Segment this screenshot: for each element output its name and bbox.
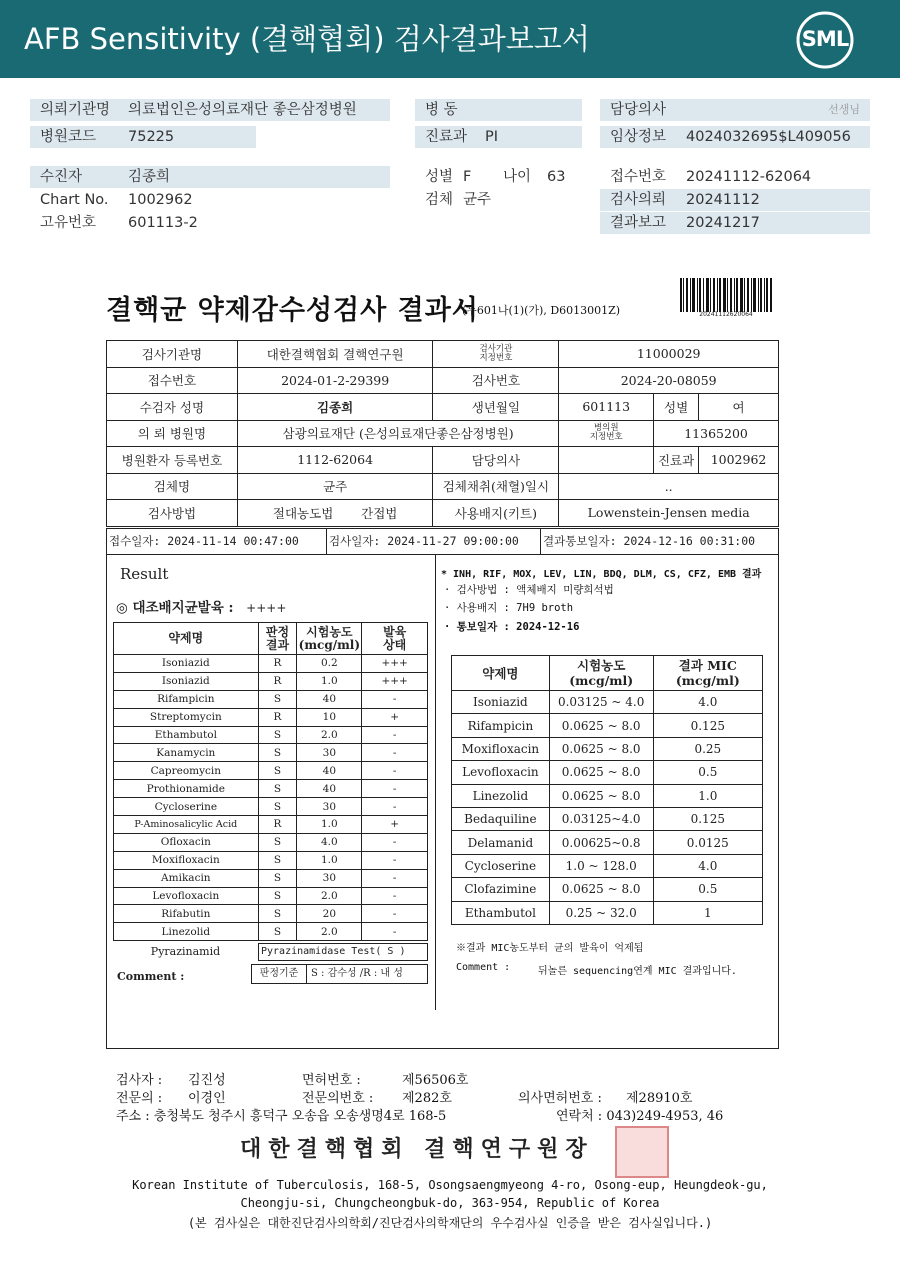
table-cell: - (362, 744, 428, 762)
table-cell: - (362, 905, 428, 923)
cell-label: 성별 (654, 394, 699, 421)
table-cell: S (258, 923, 297, 941)
table-cell: 0.0625 ~ 8.0 (549, 737, 653, 760)
table-cell: Linezolid (452, 784, 550, 807)
col-header: 판정 결과 (258, 623, 297, 655)
table-cell: 1.0 (297, 851, 362, 869)
table-row (114, 869, 428, 887)
table-row (452, 807, 763, 830)
table-cell: 0.5 (653, 878, 762, 901)
table-row (452, 761, 763, 784)
table-cell: Isoniazid (114, 672, 259, 690)
table-row (114, 708, 428, 726)
table-row (452, 784, 763, 807)
table-cell: 30 (297, 798, 362, 816)
table-row (452, 714, 763, 737)
result-comment-label: Comment : (117, 970, 185, 983)
cell-value: 여 (699, 394, 779, 421)
info-label: 임상정보 (610, 129, 667, 145)
table-cell: 1 (653, 901, 762, 924)
table-cell: 4.0 (653, 691, 762, 714)
sex-label: 성별 (425, 169, 454, 185)
cell-label: 사용배지(키트) (433, 500, 559, 527)
table-cell: R (258, 708, 297, 726)
cell-value: 균주 (237, 473, 433, 500)
method-2: 간접법 (361, 505, 398, 521)
table-cell: 0.0625 ~ 8.0 (549, 878, 653, 901)
table-cell: Bedaquiline (452, 807, 550, 830)
mic-comment-label: Comment : (456, 962, 511, 973)
criteria-box (251, 964, 428, 984)
cell-label: 생년월일 (433, 394, 559, 421)
info-label: 병원코드 (40, 129, 97, 145)
col-header: 시험농도 (mcg/ml) (549, 656, 653, 691)
info-doctor (600, 99, 870, 121)
info-ward (415, 99, 582, 121)
sensitivity-table (113, 622, 428, 941)
table-cell: - (362, 762, 428, 780)
report-info-table (106, 340, 779, 527)
info-label: 접수번호 (610, 169, 667, 185)
cell-label: 병원환자 등록번호 (107, 447, 238, 474)
info-unique (30, 212, 390, 234)
table-cell: 40 (297, 780, 362, 798)
table-cell: Streptomycin (114, 708, 259, 726)
table-row (114, 744, 428, 762)
table-cell: - (362, 690, 428, 708)
table-cell: S (258, 798, 297, 816)
table-cell: 2.0 (297, 923, 362, 941)
table-cell: Ethambutol (114, 726, 259, 744)
info-label: 결과보고 (610, 215, 667, 231)
cell-label: 검사기관명 (107, 341, 238, 368)
growth-value: ++++ (246, 601, 287, 615)
address-en-line1: Korean Institute of Tuberculosis, 168-5, Osongsaengmyeong 4-ro, Osong-eup, Heungdeok-gu, (132, 1178, 768, 1192)
official-seal-icon (615, 1126, 669, 1178)
cell-value: 김종희 (237, 394, 433, 421)
table-cell: R (258, 816, 297, 834)
cell-value: 삼광의료재단 (은성의료재단좋은삼정병원) (237, 420, 559, 447)
test-date: 검사일자: 2024-11-27 09:00:00 (327, 529, 541, 554)
cell-label: 검체명 (107, 473, 238, 500)
table-cell: Kanamycin (114, 744, 259, 762)
table-cell: 0.125 (653, 714, 762, 737)
table-cell: + (362, 708, 428, 726)
table-cell: S (258, 851, 297, 869)
spec-no-label: 전문의번호 : (302, 1091, 374, 1106)
table-cell: - (362, 726, 428, 744)
certification-note: (본 검사실은 대한진단검사의학회/진단검사의학재단의 우수검사실 인증을 받은 검사실입니다.) (187, 1216, 713, 1230)
info-label: 의뢰기관명 (40, 102, 111, 118)
table-cell: 0.03125 ~ 4.0 (549, 691, 653, 714)
table-row (114, 816, 428, 834)
table-cell: S (258, 833, 297, 851)
table-cell: Amikacin (114, 869, 259, 887)
table-cell: Levofloxacin (452, 761, 550, 784)
table-cell: S (258, 690, 297, 708)
table-cell: 2.0 (297, 887, 362, 905)
info-hospital-code (30, 126, 256, 148)
table-cell: +++ (362, 655, 428, 673)
info-value: 1002962 (128, 192, 193, 208)
table-cell: Ofloxacin (114, 833, 259, 851)
table-cell: 0.25 (653, 737, 762, 760)
criteria-label: 판정기준 (251, 964, 307, 984)
pyrazinamide-result: Pyrazinamidase Test( S ) (258, 943, 428, 961)
method-1: 절대농도법 (272, 505, 334, 521)
table-cell: 4.0 (653, 854, 762, 877)
pyrazinamide-label: Pyrazinamid (150, 945, 221, 958)
table-cell: 0.03125~4.0 (549, 807, 653, 830)
table-row (114, 655, 428, 673)
table-cell: - (362, 923, 428, 941)
table-cell: 1.0 (297, 816, 362, 834)
table-cell: 0.125 (653, 807, 762, 830)
cell-value (237, 500, 433, 527)
institute-name: 대한결핵협회 결핵연구원장 (240, 1136, 594, 1162)
table-cell: Rifabutin (114, 905, 259, 923)
table-row (452, 901, 763, 924)
table-cell: 4.0 (297, 833, 362, 851)
table-cell: P-Aminosalicylic Acid (114, 816, 259, 834)
table-cell: Cycloserine (114, 798, 259, 816)
table-cell: S (258, 762, 297, 780)
table-cell: 0.0125 (653, 831, 762, 854)
specialist-label: 전문의 : (116, 1091, 163, 1106)
doctor-suffix: 선생님 (828, 103, 860, 116)
table-row (114, 905, 428, 923)
info-label: 담당의사 (610, 102, 667, 118)
table-row (114, 726, 428, 744)
info-label: 병 동 (425, 102, 458, 118)
info-value: 김종희 (128, 169, 171, 185)
table-row (114, 798, 428, 816)
license-label: 면허번호 : (302, 1073, 361, 1088)
table-cell: Cycloserine (452, 854, 550, 877)
cell-label: 의 뢰 병원명 (107, 420, 238, 447)
table-cell: 10 (297, 708, 362, 726)
info-value: 균주 (463, 192, 492, 208)
tester-name: 김진성 (188, 1073, 226, 1088)
table-cell: 0.00625~0.8 (549, 831, 653, 854)
cell-value: .. (559, 473, 779, 500)
pyrazinamide-row (113, 943, 428, 961)
cell-label: 병의원 지정번호 (559, 420, 654, 447)
info-value: 20241217 (686, 215, 760, 231)
barcode-image (680, 278, 772, 312)
table-row (114, 851, 428, 869)
report-title: 결핵균 약제감수성검사 결과서 (106, 295, 479, 326)
table-cell: - (362, 833, 428, 851)
cell-label: 검사기관 지정번호 (433, 341, 559, 368)
mic-note: ※결과 MIC농도부터 균의 발육이 억제됨 (456, 943, 644, 954)
table-cell: +++ (362, 672, 428, 690)
cell-value: 2024-20-08059 (559, 367, 779, 394)
col-header: 약제명 (114, 623, 259, 655)
table-cell: Levofloxacin (114, 887, 259, 905)
mic-header-line: * INH, RIF, MOX, LEV, LIN, BDQ, DLM, CS, CFZ, EMB 결과 (441, 569, 762, 580)
barcode-text: 20241112620064 (699, 311, 753, 318)
table-row (452, 878, 763, 901)
table-cell: 2.0 (297, 726, 362, 744)
table-row (452, 691, 763, 714)
info-label: Chart No. (40, 192, 109, 208)
cell-label: 수검자 성명 (107, 394, 238, 421)
info-dept (415, 126, 582, 148)
info-patient (30, 166, 390, 188)
table-cell: S (258, 887, 297, 905)
age-label: 나이 (503, 169, 532, 185)
table-cell: + (362, 816, 428, 834)
table-cell: 40 (297, 690, 362, 708)
mic-comment: 뒤놀른 sequencing연계 MIC 결과입니다. (538, 966, 737, 977)
table-cell: S (258, 905, 297, 923)
doctor-license-label: 의사면허번호 : (518, 1091, 602, 1106)
info-sex-age (415, 166, 585, 188)
info-label: 검체 (425, 192, 454, 208)
table-row (114, 780, 428, 798)
table-cell: 0.0625 ~ 8.0 (549, 714, 653, 737)
table-cell: 0.25 ~ 32.0 (549, 901, 653, 924)
table-cell: - (362, 780, 428, 798)
cell-value: 1112-62064 (237, 447, 433, 474)
info-clinical (600, 126, 870, 148)
table-cell: - (362, 887, 428, 905)
table-cell: R (258, 672, 297, 690)
table-cell: S (258, 780, 297, 798)
table-cell: 0.0625 ~ 8.0 (549, 784, 653, 807)
table-cell: Isoniazid (114, 655, 259, 673)
col-header: 발육 상태 (362, 623, 428, 655)
info-receipt (600, 166, 870, 188)
receipt-date: 접수일자: 2024-11-14 00:47:00 (107, 529, 327, 554)
address-en-line2: Cheongju-si, Chungcheongbuk-do, 363-954, Republic of Korea (240, 1196, 660, 1210)
info-report (600, 212, 870, 234)
mic-method: · 검사방법 : 액체배지 미량희석법 (444, 584, 614, 596)
page-header (0, 0, 900, 78)
table-cell: 1.0 ~ 128.0 (549, 854, 653, 877)
specialist-name: 이경인 (188, 1091, 226, 1106)
info-value: 의료법인은성의료재단 좋은삼정병원 (128, 102, 357, 118)
doctor-license-value: 제28910호 (626, 1091, 693, 1106)
logo-text: SML (801, 27, 849, 51)
info-label: 검사의뢰 (610, 192, 667, 208)
result-divider (435, 555, 436, 1010)
info-value: 20241112-62064 (686, 169, 812, 185)
table-cell: S (258, 869, 297, 887)
table-cell: Linezolid (114, 923, 259, 941)
address: 주소 : 충청북도 청주시 흥덕구 오송읍 오송생명4로 168-5 (116, 1109, 447, 1124)
info-label: 고유번호 (40, 215, 97, 231)
table-row (114, 762, 428, 780)
table-cell: Moxifloxacin (114, 851, 259, 869)
table-row (114, 887, 428, 905)
tester-label: 검사자 : (116, 1073, 163, 1088)
mic-table (451, 655, 763, 925)
control-growth (116, 596, 286, 616)
col-header: 결과 MIC (mcg/ml) (653, 656, 762, 691)
cell-value: 1002962 (699, 447, 779, 474)
growth-label: ◎ 대조배지균발육 : (116, 600, 234, 616)
table-row (452, 831, 763, 854)
notify-date: 결과통보일자: 2024-12-16 00:31:00 (543, 534, 756, 548)
table-cell: Moxifloxacin (452, 737, 550, 760)
table-cell: 1.0 (297, 672, 362, 690)
phone: 연락처 : 043)249-4953, 46 (556, 1109, 724, 1124)
cell-label: 검체채취(채혈)일시 (433, 473, 559, 500)
cell-value: 11000029 (559, 341, 779, 368)
mic-media: · 사용배지 : 7H9 broth (444, 602, 574, 614)
page-title: AFB Sensitivity (결핵협회) 검사결과보고서 (24, 22, 590, 56)
table-row (114, 690, 428, 708)
info-label: 수진자 (40, 169, 83, 185)
info-specimen (415, 189, 585, 211)
license-value: 제56506호 (402, 1073, 469, 1088)
cell-value: 2024-01-2-29399 (237, 367, 433, 394)
cell-value: 대한결핵협회 결핵연구원 (237, 341, 433, 368)
spec-no-value: 제282호 (402, 1091, 452, 1106)
table-cell: 0.2 (297, 655, 362, 673)
criteria-value: S : 감수성 /R : 내 성 (306, 964, 428, 984)
sml-logo (795, 10, 855, 70)
cell-value: 601113 (559, 394, 654, 421)
dates-row (106, 528, 779, 555)
table-cell: - (362, 851, 428, 869)
cell-label: 접수번호 (107, 367, 238, 394)
col-header: 약제명 (452, 656, 550, 691)
cell-value (559, 447, 654, 474)
table-cell: Ethambutol (452, 901, 550, 924)
table-row (114, 833, 428, 851)
table-cell: Clofazimine (452, 878, 550, 901)
table-cell: S (258, 726, 297, 744)
info-value: PI (485, 129, 499, 145)
info-value: 20241112 (686, 192, 760, 208)
table-row (452, 854, 763, 877)
info-label: 진료과 (425, 129, 468, 145)
table-cell: 20 (297, 905, 362, 923)
table-cell: 1.0 (653, 784, 762, 807)
report-subtitle: (누601나(1)(가), D6013001Z) (462, 304, 621, 317)
result-title: Result (120, 565, 169, 583)
col-header: 시험농도 (mcg/ml) (297, 623, 362, 655)
table-cell: Rifampicin (114, 690, 259, 708)
mic-notify: · 통보일자 : 2024-12-16 (444, 621, 580, 633)
table-cell: Capreomycin (114, 762, 259, 780)
age-value: 63 (547, 169, 566, 185)
table-cell: Prothionamide (114, 780, 259, 798)
table-cell: 0.5 (653, 761, 762, 784)
table-cell: Delamanid (452, 831, 550, 854)
table-cell: - (362, 869, 428, 887)
info-value: 75225 (128, 129, 175, 145)
table-cell: - (362, 798, 428, 816)
table-cell: 0.0625 ~ 8.0 (549, 761, 653, 784)
info-request (600, 189, 870, 211)
table-cell: Rifampicin (452, 714, 550, 737)
cell-label: 진료과 (654, 447, 699, 474)
cell-label: 검사방법 (107, 500, 238, 527)
table-row (452, 737, 763, 760)
table-cell: S (258, 744, 297, 762)
table-row (114, 672, 428, 690)
table-cell: Isoniazid (452, 691, 550, 714)
table-cell: 40 (297, 762, 362, 780)
cell-label: 검사번호 (433, 367, 559, 394)
info-institution (30, 99, 390, 121)
info-value: 601113-2 (128, 215, 198, 231)
cell-value: Lowenstein-Jensen media (559, 500, 779, 527)
table-row (114, 923, 428, 941)
table-cell: R (258, 655, 297, 673)
info-chart (30, 189, 390, 211)
cell-label: 담당의사 (433, 447, 559, 474)
table-cell: 30 (297, 869, 362, 887)
info-value: 4024032695$L409056 (686, 129, 851, 145)
sex-value: F (463, 169, 472, 185)
table-cell: 30 (297, 744, 362, 762)
cell-value: 11365200 (654, 420, 779, 447)
